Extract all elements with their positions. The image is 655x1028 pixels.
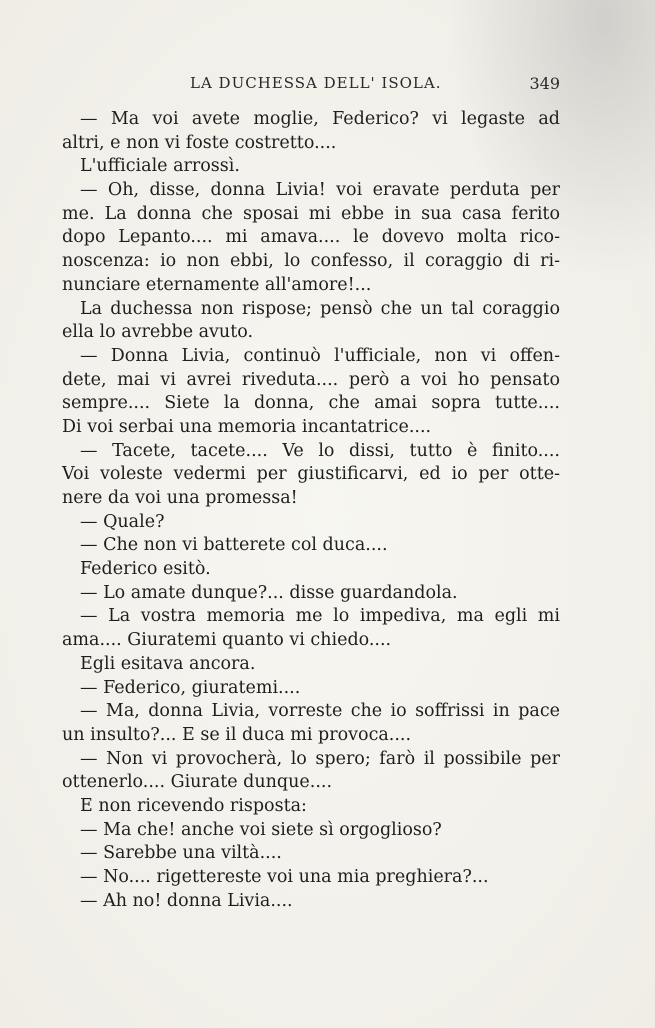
- text-line: — Oh, disse, donna Livia! voi eravate perduta per: [80, 180, 560, 201]
- text-line: Voi voleste vedermi per giustificarvi, ed io per otte-: [62, 464, 560, 485]
- text-line: — Tacete, tacete.... Ve lo dissi, tutto è finito....: [80, 440, 560, 461]
- text-line: — Sarebbe una viltà....: [80, 843, 282, 864]
- text-line: — Quale?: [80, 511, 165, 532]
- text-line: — No.... rigettereste voi una mia preghiera?...: [80, 867, 489, 887]
- text-line: La duchessa non rispose; pensò che un tal coraggio: [80, 298, 560, 319]
- text-line: ottenerlo.... Giurate dunque....: [62, 772, 333, 793]
- text-line: nunciare eternamente all'amore!...: [62, 274, 372, 295]
- text-line: nere da voi una promessa!: [62, 488, 298, 508]
- text-line: dete, mai vi avrei riveduta.... però a voi ho pensato: [62, 369, 560, 390]
- page-number: 349: [529, 74, 560, 93]
- text-line: — La vostra memoria me lo impediva, ma egli mi: [80, 606, 560, 627]
- text-line: Federico esitò.: [80, 559, 211, 580]
- text-line: dopo Lepanto.... mi amava.... le dovevo molta rico-: [62, 227, 560, 248]
- text-line: — Lo amate dunque?... disse guardandola.: [80, 582, 458, 603]
- text-line: altri, e non vi foste costretto....: [62, 132, 337, 153]
- text-line: sempre.... Siete la donna, che amai sopra tutte....: [62, 393, 560, 414]
- text-line: — Non vi provocherà, lo spero; farò il possibile per: [80, 748, 560, 769]
- text-line: me. La donna che sposai mi ebbe in sua casa ferito: [62, 203, 560, 224]
- text-line: — Ma voi avete moglie, Federico? vi legaste ad: [80, 109, 560, 129]
- text-line: ella lo avrebbe avuto.: [62, 322, 254, 343]
- text-line: — Donna Livia, continuò l'ufficiale, non vi offen-: [80, 345, 560, 366]
- text-line: E non ricevendo risposta:: [80, 795, 307, 816]
- text-line: — Ma, donna Livia, vorreste che io soffrissi in pace: [80, 701, 560, 722]
- running-title: LA DUCHESSA DELL' ISOLA.: [190, 74, 442, 92]
- text-line: un insulto?... E se il duca mi provoca....: [62, 724, 412, 745]
- text-line: — Federico, giuratemi....: [80, 677, 301, 698]
- text-line: — Ah no! donna Livia....: [80, 890, 293, 911]
- text-line: Di voi serbai una memoria incantatrice....: [62, 416, 432, 437]
- text-line: L'ufficiale arrossì.: [80, 156, 240, 177]
- text-line: noscenza: io non ebbi, lo confesso, il coraggio di ri-: [62, 251, 560, 272]
- text-line: — Che non vi batterete col duca....: [80, 535, 388, 556]
- body-text: [62, 108, 560, 913]
- text-line: ama.... Giuratemi quanto vi chiedo....: [62, 630, 392, 651]
- text-line: Egli esitava ancora.: [80, 653, 256, 674]
- text-line: — Ma che! anche voi siete sì orgoglioso?: [80, 819, 442, 840]
- running-head: [60, 74, 560, 98]
